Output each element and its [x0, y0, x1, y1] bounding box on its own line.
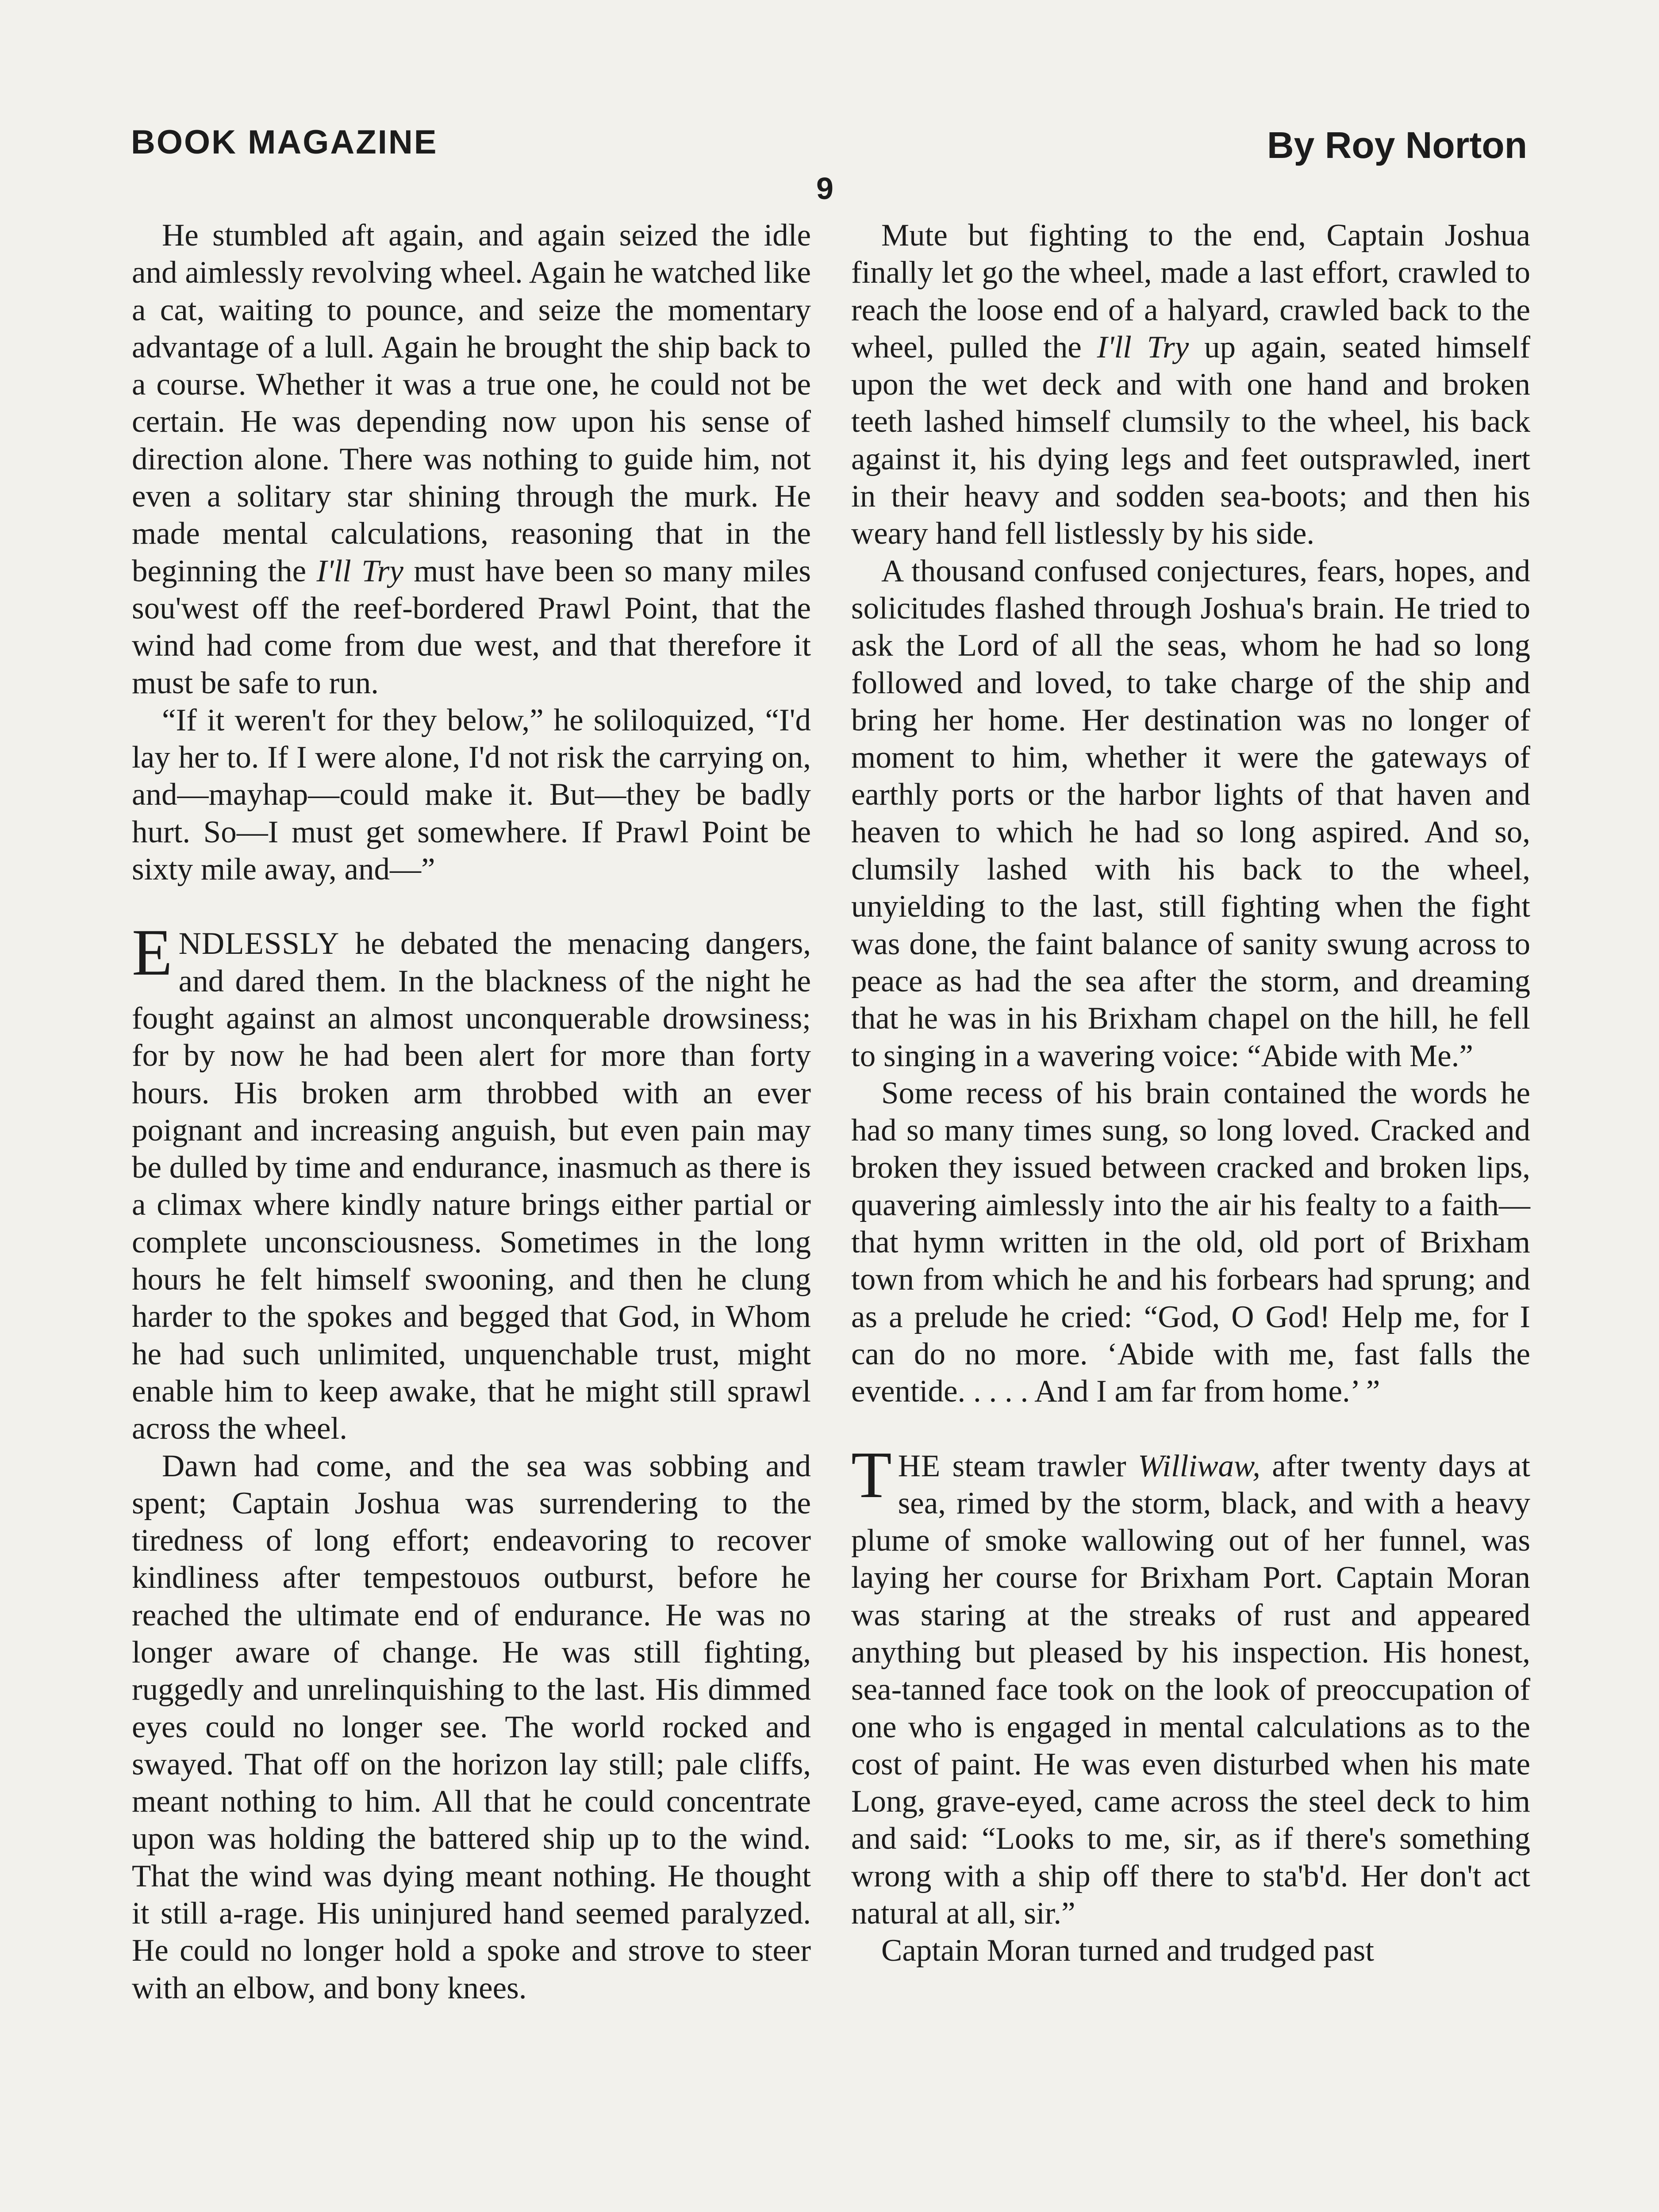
right-column — [851, 217, 1530, 1970]
ship-name: I'll Try — [316, 553, 403, 588]
paragraph: A thousand confused conjectures, fears, hopes, and solicitudes flashed through Joshua's brain. He tried to ask the Lord of all the seas, whom he had so long followed and loved, to take charge of the ship and bring her home. Her destination was no longer of moment to him, whether it were the gateways of earthly ports or the harbor lights of that haven and heaven to which he had so long aspired. And so, clumsily lashed with his back to the wheel, unyielding to the last, still fighting when the fight was done, the faint balance of sanity swung across to peace as had the sea after the storm, and dreaming that he was in his Brixham chapel on the hill, he fell to singing in a wavering voice: “Abide with Me.” — [851, 553, 1530, 1073]
paragraph: He stumbled aft again, and again seized the idle and aimlessly revolving wheel. Again he watched like a cat, waiting to pounce, and seize the momentary advantage of a lull. Again he brought the ship back to a course. Whether it was a true one, he could not be certain. He was depending now upon his sense of direction alone. There was nothing to guide him, not even a solitary star shining through the murk. He made mental calculations, reasoning that in the beginning the I'll Try must have been so many miles sou'west off the reef-bordered Prawl Point, that the wind had come from due west, and that therefore it must be safe to run. — [132, 218, 811, 700]
author-byline: By Roy Norton — [1267, 124, 1527, 166]
ship-name: Williwaw, — [1138, 1448, 1260, 1483]
magazine-title: BOOK MAGAZINE — [131, 123, 438, 161]
left-column — [132, 217, 811, 2007]
paragraph-dropcap: THE steam trawler Williwaw, after twenty days at sea, rimed by the storm, black, and with a heavy plume of smoke wallowing out of her funnel, was laying her course for Brixham Port. Captain Moran was staring at the streaks of rust and appeared anything but pleased by his inspection. His honest, sea-tanned face took on the look of preoccupation of one who is engaged in mental calculations as to the cost of paint. He was even disturbed when his mate Long, grave-eyed, came across the steel deck to him and said: “Looks to me, sir, as if there's something wrong with a ship off there to sta'b'd. Her don't act natural at all, sir.” — [851, 1438, 1531, 1931]
paragraph: Captain Moran turned and trudged past — [881, 1933, 1375, 1968]
page-number: 9 — [816, 171, 833, 206]
section-break — [132, 888, 811, 925]
section-break — [851, 1410, 1530, 1448]
paragraph: Mute but fighting to the end, Captain Joshua finally let go the wheel, made a last effort, crawled to reach the loose end of a halyard, crawled back to the wheel, pulled the I'll Try up again, seated himself upon the wet deck and with one hand and broken teeth lashed himself clumsily to the wheel, his back against it, his dying legs and feet outsprawled, inert in their heavy and sodden sea-boots; and then his weary hand fell listlessly by his side. — [851, 218, 1531, 551]
drop-cap: T — [851, 1438, 892, 1512]
drop-cap: E — [132, 916, 173, 990]
paragraph: “If it weren't for they below,” he soliloquized, “I'd lay her to. If I were alone, I'd not risk the carrying on, and—mayhap—could make it. But—they be badly hurt. So—I must get somewhere. If Prawl Point be sixty mile away, and—” — [132, 703, 811, 887]
ship-name: I'll Try — [1097, 330, 1189, 365]
paragraph: Dawn had come, and the sea was sobbing and spent; Captain Joshua was surrendering to the tiredness of long effort; endeavoring to recover kindliness after tempestouos outburst, before he reached the ultimate end of endurance. He was no longer aware of change. He was still fighting, ruggedly and unrelinquishing to the last. His dimmed eyes could no longer see. The world rocked and swayed. That off on the horizon lay still; pale cliffs, meant nothing to him. All that he could concentrate upon was holding the battered ship up to the wind. That the wind was dying meant nothing. He thought it still a-rage. His uninjured hand seemed paralyzed. He could no longer hold a spoke and strove to steer with an elbow, and bony knees. — [132, 1448, 811, 2005]
paragraph: Some recess of his brain contained the words he had so many times sung, so long loved. Cracked and broken they issued between cracked and broken lips, quavering aimlessly into the air his fealty to a faith—that hymn written in the old, old port of Brixham town from which he and his forbears had sprung; and as a prelude he cried: “God, O God! Help me, for I can do no more. ‘Abide with me, fast falls the eventide. . . . . And I am far from home.’ ” — [851, 1075, 1530, 1409]
paragraph-dropcap: ENDLESSLY he debated the menacing dangers, and dared them. In the blackness of the night he fought against an almost unconquerable drowsiness; for by now he had been alert for more than forty hours. His broken arm throbbed with an ever poignant and increasing anguish, but even pain may be dulled by time and endurance, inasmuch as there is a climax where kindly nature brings either partial or complete unconsciousness. Sometimes in the long hours he felt himself swooning, and then he clung harder to the spokes and begged that God, in Whom he had such unlimited, unquenchable trust, might enable him to keep awake, that he might still sprawl across the wheel. — [132, 916, 811, 1446]
